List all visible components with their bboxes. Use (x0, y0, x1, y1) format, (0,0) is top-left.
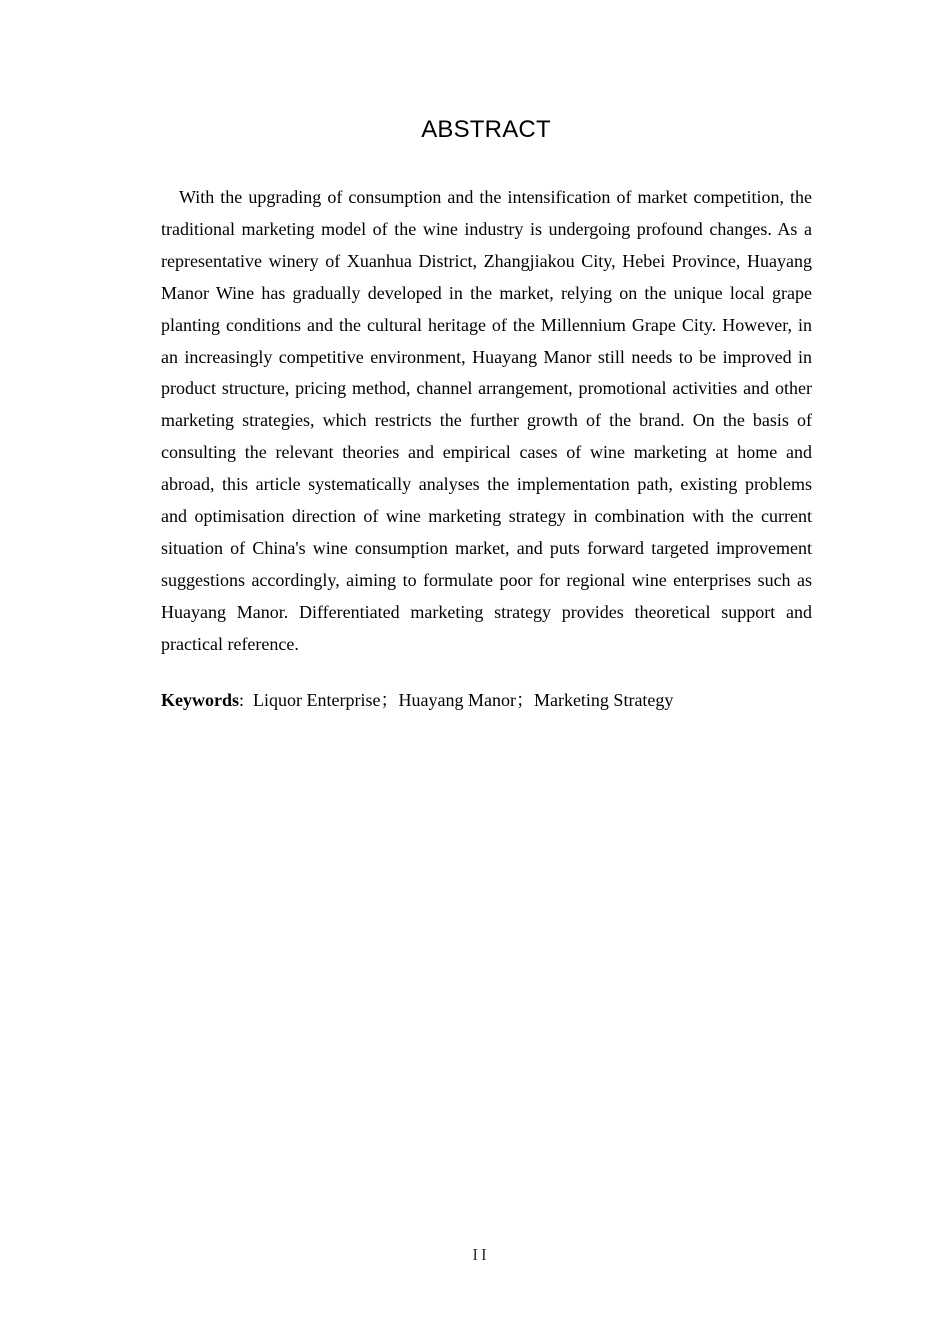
keyword-item: Huayang Manor (398, 690, 516, 710)
keyword-item: Marketing Strategy (533, 690, 674, 710)
keyword-item: Liquor Enterprise (253, 690, 381, 710)
keyword-delimiter: ； (515, 690, 534, 710)
abstract-paragraph: With the upgrading of consumption and the intensification of market competition, the traditional marketing model of the wine industry is undergoing profound changes. As a representative winery of Xuanhua District, Zhangjiakou City, Hebei Province, Huayang Manor Wine has gradually developed in the market, relying on the unique local grape planting conditions and the cultural heritage of the Millennium Grape City. However, in an increasingly competitive environment, Huayang Manor still needs to be improved in product structure, pricing method, channel arrangement, promotional activities and other marketing strategies, which restricts the further growth of the brand. On the basis of consulting the relevant theories and empirical cases of wine marketing at home and abroad, this article systematically analyses the implementation path, existing problems and optimisation direction of wine marketing strategy in combination with the current situation of China's wine consumption market, and puts forward targeted improvement suggestions accordingly, aiming to formulate poor for regional wine enterprises such as Huayang Manor. Differentiated marketing strategy provides theoretical support and practical reference. (161, 187, 812, 654)
keywords-label: Keywords (161, 690, 239, 710)
keywords-line (161, 686, 812, 714)
abstract-title: ABSTRACT (421, 116, 551, 143)
keyword-delimiter: ； (380, 690, 399, 710)
keywords-colon: : (239, 690, 245, 710)
page-number: II (472, 1245, 490, 1264)
